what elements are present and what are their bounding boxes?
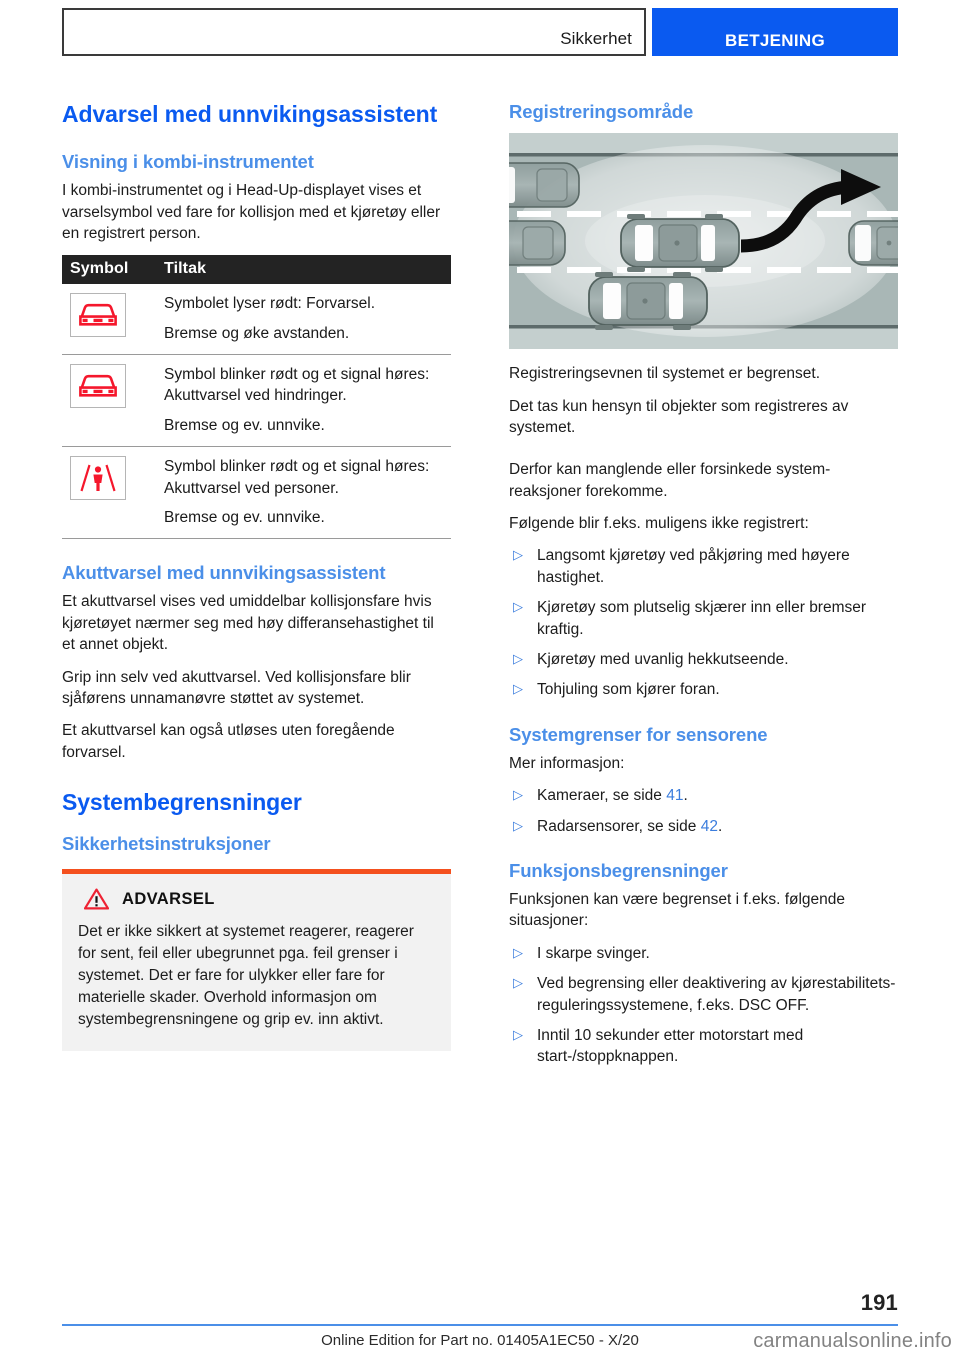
bullet-list-funksjonsbegrensninger	[509, 943, 898, 1068]
left-column	[62, 100, 451, 1068]
table-cell-action	[162, 284, 451, 354]
table-action-line: Bremse og ev. unnvike.	[164, 416, 325, 434]
page-reference-link[interactable]: 41	[666, 787, 684, 805]
table-cell-action	[162, 355, 451, 447]
page-reference-link[interactable]: 42	[700, 817, 718, 835]
list-item-label: I skarpe svinger.	[537, 944, 650, 962]
table-cell-symbol	[62, 284, 162, 354]
triangle-bullet-icon: ▷	[513, 1026, 523, 1042]
footer-edition-text: Online Edition for Part no. 01405A1EC50 - X/20	[321, 1332, 639, 1349]
table-row	[62, 284, 451, 354]
list-item-suffix: .	[683, 787, 688, 805]
pedestrian-red-icon	[77, 462, 119, 494]
paragraph-akuttvarsel-3: Et akuttvarsel kan også utløses uten foregående forvarsel.	[62, 722, 395, 761]
car-middle-left	[509, 217, 565, 269]
bullet-list-sensorer	[509, 785, 898, 837]
page-number: 191	[860, 1290, 898, 1315]
warning-box	[62, 869, 451, 1051]
heading-systembegrensninger: Systembegrensninger	[62, 789, 302, 816]
triangle-bullet-icon: ▷	[513, 681, 523, 697]
table-header-row	[62, 255, 451, 284]
triangle-bullet-icon: ▷	[513, 817, 523, 833]
table-action-line: Symbolet lyser rødt: Forvarsel.	[164, 295, 376, 313]
list-item-label: Tohjuling som kjører foran.	[537, 681, 720, 699]
right-column	[509, 100, 898, 1068]
paragraph-akuttvarsel-2: Grip inn selv ved akuttvarsel. Ved kollisjonsfare blir sjåførens unnamanøvre støttet av systemet.	[62, 668, 411, 707]
list-item-suffix: .	[717, 817, 723, 835]
table-action-line: Bremse og øke avstanden.	[164, 324, 350, 342]
triangle-bullet-icon: ▷	[513, 975, 523, 991]
page-header	[62, 8, 898, 56]
warning-label: ADVARSEL	[122, 889, 215, 908]
car-top-left	[509, 159, 579, 211]
table-header-symbol: Symbol	[62, 255, 162, 284]
list-item-label: Kjøretøy som plutselig skjærer inn eller bremser kraftig.	[537, 599, 867, 638]
car-front-red-icon	[77, 300, 119, 330]
heading-akuttvarsel: Akuttvarsel med unnvikingsassistent	[62, 562, 386, 584]
table-cell-action	[162, 447, 451, 539]
triangle-bullet-icon: ▷	[513, 944, 523, 960]
table-cell-symbol	[62, 355, 162, 447]
heading-visning: Visning i kombi-instrumentet	[62, 151, 314, 173]
triangle-bullet-icon: ▷	[513, 547, 523, 563]
list-item-prefix: Radarsensorer, se side	[537, 817, 701, 835]
list-item	[509, 816, 898, 837]
bullet-list-ikke-registrert	[509, 545, 898, 700]
warning-triangle-icon	[84, 888, 109, 910]
road-top-view-detection-zone-illustration	[509, 133, 898, 349]
list-item	[509, 679, 898, 700]
triangle-bullet-icon: ▷	[513, 650, 523, 666]
list-item	[509, 597, 898, 640]
table-action-line: Symbol blinker rødt og et signal høres: Akuttvarsel ved hindringer.	[164, 366, 430, 405]
paragraph-registrering-3: Derfor kan manglende eller forsinkede system-reaksjoner forekomme.	[509, 461, 831, 500]
list-item-label: Kjøretøy med uvanlig hekkutseende.	[537, 650, 789, 668]
footer-watermark: carmanualsonline.info	[753, 1330, 952, 1352]
paragraph-registrering-4: Følgende blir f.eks. muligens ikke registrert:	[509, 515, 809, 532]
page-title: Advarsel med unnvikingsassistent	[62, 101, 438, 127]
paragraph-visning: I kombi-instrumentet og i Head-Up-displayet vises et varselsymbol ved fare for kollisjon med et kjøretøy eller en registrert person.	[62, 182, 441, 242]
heading-funksjonsbegrensninger: Funksjonsbegrensninger	[509, 859, 728, 881]
header-chapter-label: Sikkerhet	[560, 29, 632, 48]
triangle-bullet-icon: ▷	[513, 787, 523, 803]
footer-rule	[62, 1324, 898, 1326]
table-action-line: Bremse og ev. unnvike.	[164, 508, 325, 526]
header-tab-chapter	[62, 8, 646, 56]
table-row	[62, 355, 451, 447]
table-action-line: Symbol blinker rødt og et signal høres: Akuttvarsel ved personer.	[164, 458, 430, 497]
page-columns	[62, 100, 898, 1068]
table-row	[62, 447, 451, 539]
table-header-action: Tiltak	[162, 255, 451, 284]
list-item-label	[537, 816, 898, 837]
triangle-bullet-icon: ▷	[513, 599, 523, 615]
paragraph-registrering-1: Registreringsevnen til systemet er begrenset.	[509, 365, 821, 383]
table-cell-symbol	[62, 447, 162, 539]
list-item-label: Inntil 10 sekunder etter motorstart med start-/stoppknappen.	[537, 1026, 804, 1066]
heading-sikkerhetsinstruksjoner: Sikkerhetsinstruksjoner	[62, 833, 271, 855]
warning-text: Det er ikke sikkert at systemet reagerer, reagerer for sent, feil eller ubegrunnet pga. feil grenser i systemet. Det er fare for ulykker eller fare for materielle skader. Overhold informasjon om systembegrensningene og grip ev. inn aktivt.	[78, 923, 414, 1029]
list-item	[509, 973, 898, 1016]
header-section-label: BETJENING	[725, 31, 825, 50]
paragraph-funksjon-intro: Funksjonen kan være begrenset i f.eks. følgende situasjoner:	[509, 891, 846, 930]
list-item	[509, 1025, 898, 1068]
heading-systemgrenser: Systemgrenser for sensorene	[509, 723, 768, 745]
car-front-red-icon	[77, 371, 119, 401]
symbol-box	[70, 293, 126, 337]
list-item	[509, 545, 898, 588]
heading-registreringsomrade: Registreringsområde	[509, 101, 694, 122]
symbol-box	[70, 364, 126, 408]
list-item-label	[537, 785, 898, 806]
list-item	[509, 943, 898, 964]
car-right	[849, 221, 898, 265]
paragraph-akuttvarsel-1: Et akuttvarsel vises ved umiddelbar kollisjonsfare hvis kjøretøyet nærmer seg med høy differansehastighet til et annet objekt.	[62, 593, 434, 654]
symbol-box	[70, 456, 126, 500]
car-ego-center	[621, 214, 739, 272]
list-item	[509, 785, 898, 806]
list-item-label: Ved begrensing eller deaktivering av kjørestabilitets-reguleringssystemene, f.eks. DSC OFF.	[537, 975, 896, 1014]
header-tab-section	[652, 8, 898, 56]
paragraph-mer-informasjon: Mer informasjon:	[509, 754, 625, 772]
list-item-prefix: Kameraer, se side	[537, 787, 667, 805]
list-item	[509, 649, 898, 670]
symbol-action-table	[62, 255, 451, 539]
list-item-label: Langsomt kjøretøy ved påkjøring med høyere hastighet.	[537, 547, 850, 586]
car-bottom	[589, 272, 707, 330]
warning-header	[78, 888, 435, 910]
paragraph-registrering-2: Det tas kun hensyn til objekter som registreres av systemet.	[509, 397, 849, 436]
